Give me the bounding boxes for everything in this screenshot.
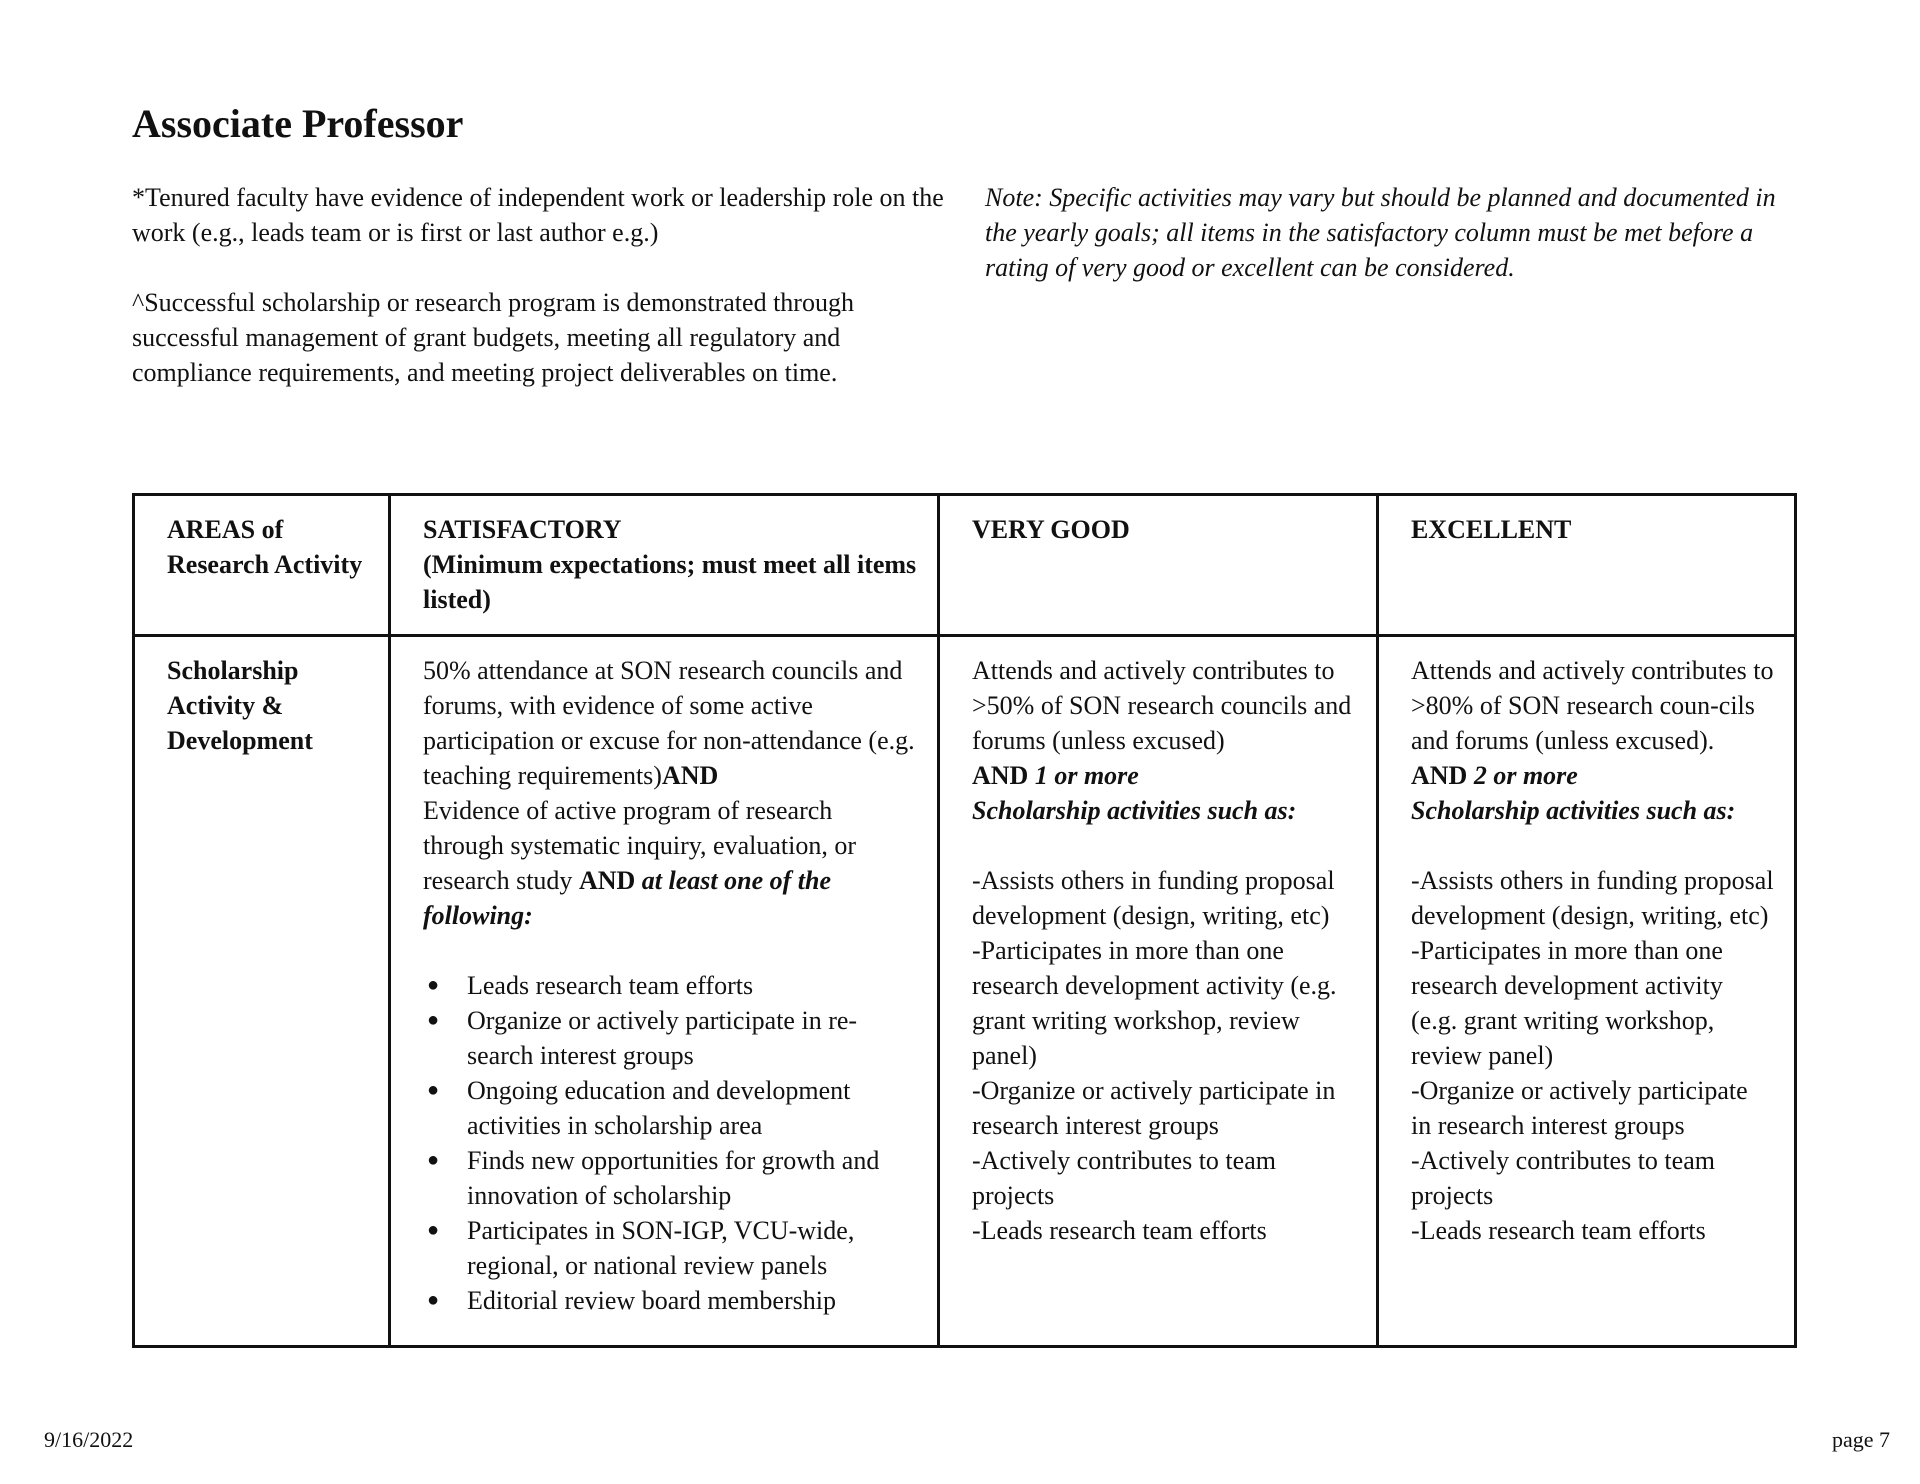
excellent-activities-label: Scholarship activities such as: [1411,796,1736,825]
list-item [426,968,917,1003]
satisfactory-text [423,653,917,933]
excellent-intro: Attends and actively contributes to >80% of SON research coun-cils and forums (unless excused). [1411,656,1774,755]
satisfactory-text1: 50% attendance at SON research councils and forums, with evidence of some active participation or excuse for non-attendance (e.g. teaching requirements) [423,656,915,790]
bullet-text: Editorial review board membership [467,1286,836,1315]
following-label: at least one of the following: [423,866,831,930]
and-label-2: AND [578,866,636,895]
tenured-note: *Tenured faculty have evidence of independent work or leadership role on the work (e.g., leads team or is first or last author e.g.) [132,183,944,247]
rubric-table [132,493,1797,1348]
table-row [134,636,1796,1347]
satisfactory-text2-body: Evidence of active program of research through systematic inquiry, evaluation, or research study [423,796,856,895]
header-areas: AREAS of Research Activity [134,495,390,636]
list-item: -Organize or actively participate in research interest groups [1411,1076,1748,1140]
very-good-intro: Attends and actively contributes to >50% of SON research councils and forums (unless excused) [972,656,1352,755]
very-good-and-line [972,758,1356,793]
list-item: -Actively contributes to team projects [1411,1146,1715,1210]
header-excellent: EXCELLENT [1378,495,1796,636]
list-item: -Participates in more than one research development activity (e.g. grant writing workshop, review panel) [972,936,1337,1070]
header-satisfactory [390,495,939,636]
and-label: AND [661,761,719,790]
bullet-icon: ● [426,1149,440,1171]
list-item: -Organize or actively participate in research interest groups [972,1076,1336,1140]
bullet-icon: ● [426,974,440,996]
spacer [1411,828,1774,863]
bullet-text: Participates in SON-IGP, VCU-wide, regional, or national review panels [467,1216,855,1280]
list-item: -Leads research team efforts [972,1216,1267,1245]
satisfactory-cell [390,636,939,1347]
very-good-and: AND [972,761,1029,790]
list-item [426,1143,917,1213]
italic-note [985,180,1805,285]
satisfactory-bullet-list [423,968,917,1318]
list-item [426,1073,917,1143]
bullet-text: Organize or actively participate in re-search interest groups [467,1006,858,1070]
list-item: -Participates in more than one research development activity (e.g. grant writing workshop, review panel) [1411,936,1723,1070]
very-good-count: 1 or more [1034,761,1139,790]
scholarship-note: ^Successful scholarship or research program is demonstrated through successful management of grant budgets, meeting all regulatory and compliance requirements, and meeting project deliverables on time. [132,288,854,387]
very-good-cell [939,636,1378,1347]
list-item [426,1213,917,1283]
footer-date: 9/16/2022 [44,1427,134,1452]
note-text: Note: Specific activities may vary but should be planned and documented in the yearly goals; all items in the satisfactory column must be met before a rating of very good or excellent can be considered. [985,183,1776,282]
header-satisfactory-title: SATISFACTORY [423,515,622,544]
excellent-count: 2 or more [1473,761,1578,790]
very-good-activities-label: Scholarship activities such as: [972,796,1297,825]
list-item [426,1283,917,1318]
header-satisfactory-subtitle: (Minimum expectations; must meet all items listed) [423,550,917,614]
area-label: Scholarship Activity & Development [167,656,313,755]
header-row [134,495,1796,636]
list-item: -Assists others in funding proposal development (design, writing, etc) [972,866,1335,930]
bullet-icon: ● [426,1289,440,1311]
excellent-cell [1378,636,1796,1347]
bullet-text: Leads research team efforts [467,971,754,1000]
bullet-text: Ongoing education and development activities in scholarship area [467,1076,851,1140]
excellent-and-line [1411,758,1774,793]
bullet-icon: ● [426,1079,440,1101]
bullet-icon: ● [426,1219,440,1241]
list-item [426,1003,917,1073]
page-title: Associate Professor [132,101,464,146]
header-very-good: VERY GOOD [939,495,1378,636]
list-item: -Leads research team efforts [1411,1216,1706,1245]
page-number: page 7 [1831,1427,1890,1452]
area-cell [134,636,390,1347]
excellent-and: AND [1411,761,1468,790]
list-item: -Assists others in funding proposal development (design, writing, etc) [1411,866,1774,930]
list-item: -Actively contributes to team projects [972,1146,1276,1210]
spacer [972,828,1356,863]
intro-section [132,180,952,425]
bullet-icon: ● [426,1009,440,1031]
bullet-text: Finds new opportunities for growth and innovation of scholarship [467,1146,880,1210]
satisfactory-text2 [423,793,917,933]
